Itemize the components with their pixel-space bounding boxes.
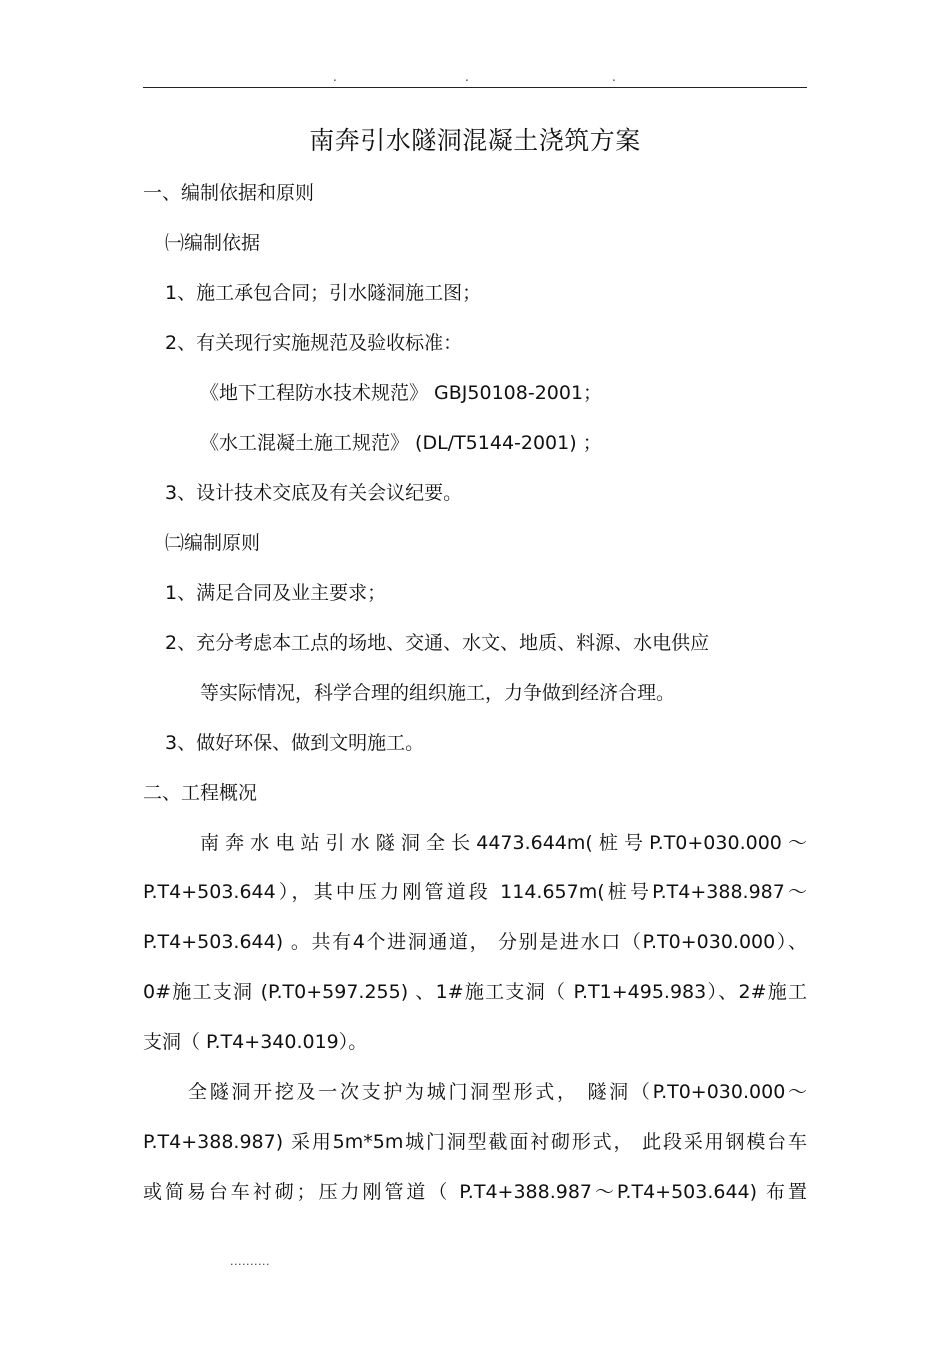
header-dot: . <box>465 70 469 84</box>
standard-reference: 《地下工程防水技术规范》 GBJ50108-2001； <box>200 382 603 404</box>
document-title: 南奔引水隧洞混凝土浇筑方案 <box>309 126 641 155</box>
paragraph-line: P.T4+388.987) 采用5m*5m城门洞型截面衬砌形式， 此段采用钢模台车 <box>143 1131 807 1153</box>
paragraph-line: 南奔水电站引水隧洞全长4473.644m(桩号P.T0+030.000～ <box>200 832 807 854</box>
list-item: 1、满足合同及业主要求； <box>165 582 387 604</box>
page-header <box>0 70 950 84</box>
subsection-heading: ㈠编制依据 <box>165 232 261 254</box>
subsection-heading: ㈡编制原则 <box>165 532 261 554</box>
paragraph-line: 全隧洞开挖及一次支护为城门洞型形式， 隧洞（P.T0+030.000～ <box>188 1081 807 1103</box>
header-rule <box>143 87 807 88</box>
list-item: 3、做好环保、做到文明施工。 <box>165 732 425 754</box>
list-item: 2、充分考虑本工点的场地、交通、水文、地质、料源、水电供应 <box>165 632 710 654</box>
list-item-continuation: 等实际情况，科学合理的组织施工，力争做到经济合理。 <box>200 682 676 704</box>
section-heading: 一、编制依据和原则 <box>143 182 315 204</box>
header-dot: . <box>612 70 616 84</box>
list-item: 3、设计技术交底及有关会议纪要。 <box>165 482 463 504</box>
standard-reference: 《水工混凝土施工规范》 (DL/T5144-2001) ； <box>200 432 602 454</box>
page-footer: .......... <box>230 1255 270 1268</box>
paragraph-line: P.T4+503.644），其中压力刚管道段 114.657m(桩号P.T4+388.987～ <box>143 881 807 903</box>
paragraph-line: 0#施工支洞 (P.T0+597.255) 、1#施工支洞（ P.T1+495.983）、2#施工 <box>143 981 807 1003</box>
header-dot: . <box>333 70 337 84</box>
list-item: 2、有关现行实施规范及验收标准： <box>165 332 463 354</box>
list-item: 1、施工承包合同；引水隧洞施工图； <box>165 282 482 304</box>
paragraph-line: 或简易台车衬砌；压力刚管道（ P.T4+388.987～P.T4+503.644) 布置 <box>143 1181 807 1203</box>
paragraph-line: 支洞（ P.T4+340.019）。 <box>143 1031 368 1053</box>
paragraph-line: P.T4+503.644) 。共有4个进洞通道， 分别是进水口（P.T0+030.000）、 <box>143 931 807 953</box>
section-heading: 二、工程概况 <box>143 782 258 804</box>
